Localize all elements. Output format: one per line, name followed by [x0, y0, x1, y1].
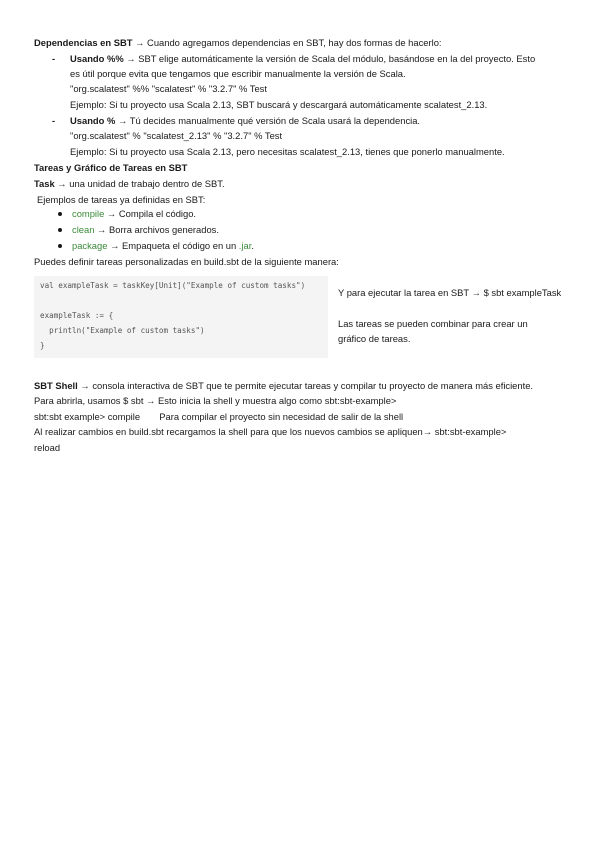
code-line: println("Example of custom tasks")	[40, 326, 205, 335]
shell-line5: reload	[34, 442, 61, 453]
shell-line4: Al realizar cambios en build.sbt recargamos la shell para que los nuevos cambios se apliquen→ sbt:sbt-example>	[34, 426, 507, 437]
item1-line1	[70, 53, 535, 65]
example-compile	[72, 208, 196, 220]
bullet-icon	[58, 244, 62, 248]
dash-bullet-icon: -	[52, 53, 56, 64]
bullet-icon	[58, 212, 62, 216]
dash-bullet-icon: -	[52, 115, 56, 126]
deps-title: Dependencias en SBT	[34, 37, 133, 48]
tasks-heading-text: Tareas y Gráfico de Tareas en SBT	[34, 162, 188, 173]
example-clean-name: clean	[72, 224, 95, 235]
shell-cmd-desc: Para compilar el proyecto sin necesidad de salir de la shell	[159, 411, 404, 422]
item1-term: Usando %%	[70, 53, 124, 64]
shell-line2: Para abrirla, usamos $ sbt → Esto inicia la shell y muestra algo como sbt:sbt-example>	[34, 395, 397, 406]
combine-note-2: gráfico de tareas.	[338, 333, 411, 344]
item2-code: "org.scalatest" % "scalatest_2.13" % "3.2.7" % Test	[70, 130, 283, 141]
task-def: → una unidad de trabajo dentro de SBT.	[57, 178, 225, 189]
example-compile-desc: → Compila el código.	[106, 208, 197, 219]
run-note: Y para ejecutar la tarea en SBT → $ sbt exampleTask	[338, 287, 562, 298]
example-package-ext: .jar	[238, 240, 252, 251]
item2-text1: → Tú decides manualmente qué versión de Scala usará la dependencia.	[117, 115, 421, 126]
item1-text2: es útil porque evita que tengamos que escribir manualmente la versión de Scala.	[70, 68, 406, 79]
task-def-line	[34, 178, 225, 190]
examples-intro: Ejemplos de tareas ya definidas en SBT:	[37, 194, 206, 205]
example-package-desc: → Empaqueta el código en un	[110, 240, 239, 251]
example-package-name: package	[72, 240, 108, 251]
code-line: val exampleTask = taskKey[Unit]("Example of custom tasks")	[40, 281, 306, 290]
code-block	[34, 276, 328, 358]
task-term: Task	[34, 178, 55, 189]
shell-line3	[34, 411, 403, 423]
shell-cmd-compile: sbt:sbt example> compile	[34, 411, 141, 422]
item1-code: "org.scalatest" %% "scalatest" % "3.2.7" % Test	[70, 83, 267, 94]
shell-def-line	[34, 380, 533, 392]
example-package	[72, 240, 254, 252]
code-line: }	[40, 341, 45, 350]
item1-example: Ejemplo: Si tu proyecto usa Scala 2.13, SBT buscará y descargará automáticamente scalatest_2.13.	[70, 99, 488, 110]
combine-note-1: Las tareas se pueden combinar para crear un	[338, 318, 528, 329]
item2-line1	[70, 115, 420, 127]
item2-term: Usando %	[70, 115, 116, 126]
code-line: exampleTask := {	[40, 311, 114, 320]
item2-example: Ejemplo: Si tu proyecto usa Scala 2.13, pero necesitas scalatest_2.13, tienes que ponerlo manualmente.	[70, 146, 505, 157]
example-compile-name: compile	[72, 208, 105, 219]
item1-text1: → SBT elige automáticamente la versión de Scala del módulo, basándose en la del proyecto. Esto	[126, 53, 536, 64]
example-package-end: .	[251, 240, 254, 251]
deps-intro: → Cuando agregamos dependencias en SBT, hay dos formas de hacerlo:	[135, 37, 442, 48]
bullet-icon	[58, 228, 62, 232]
example-clean	[72, 224, 219, 236]
example-clean-desc: → Borra archivos generados.	[97, 224, 219, 235]
shell-term: SBT Shell	[34, 380, 78, 391]
deps-intro-line	[34, 37, 442, 49]
shell-def: → consola interactiva de SBT que te permite ejecutar tareas y compilar tu proyecto de manera más eficiente.	[80, 380, 534, 391]
tasks-heading	[34, 162, 187, 174]
custom-intro: Puedes definir tareas personalizadas en build.sbt de la siguiente manera:	[34, 256, 339, 267]
